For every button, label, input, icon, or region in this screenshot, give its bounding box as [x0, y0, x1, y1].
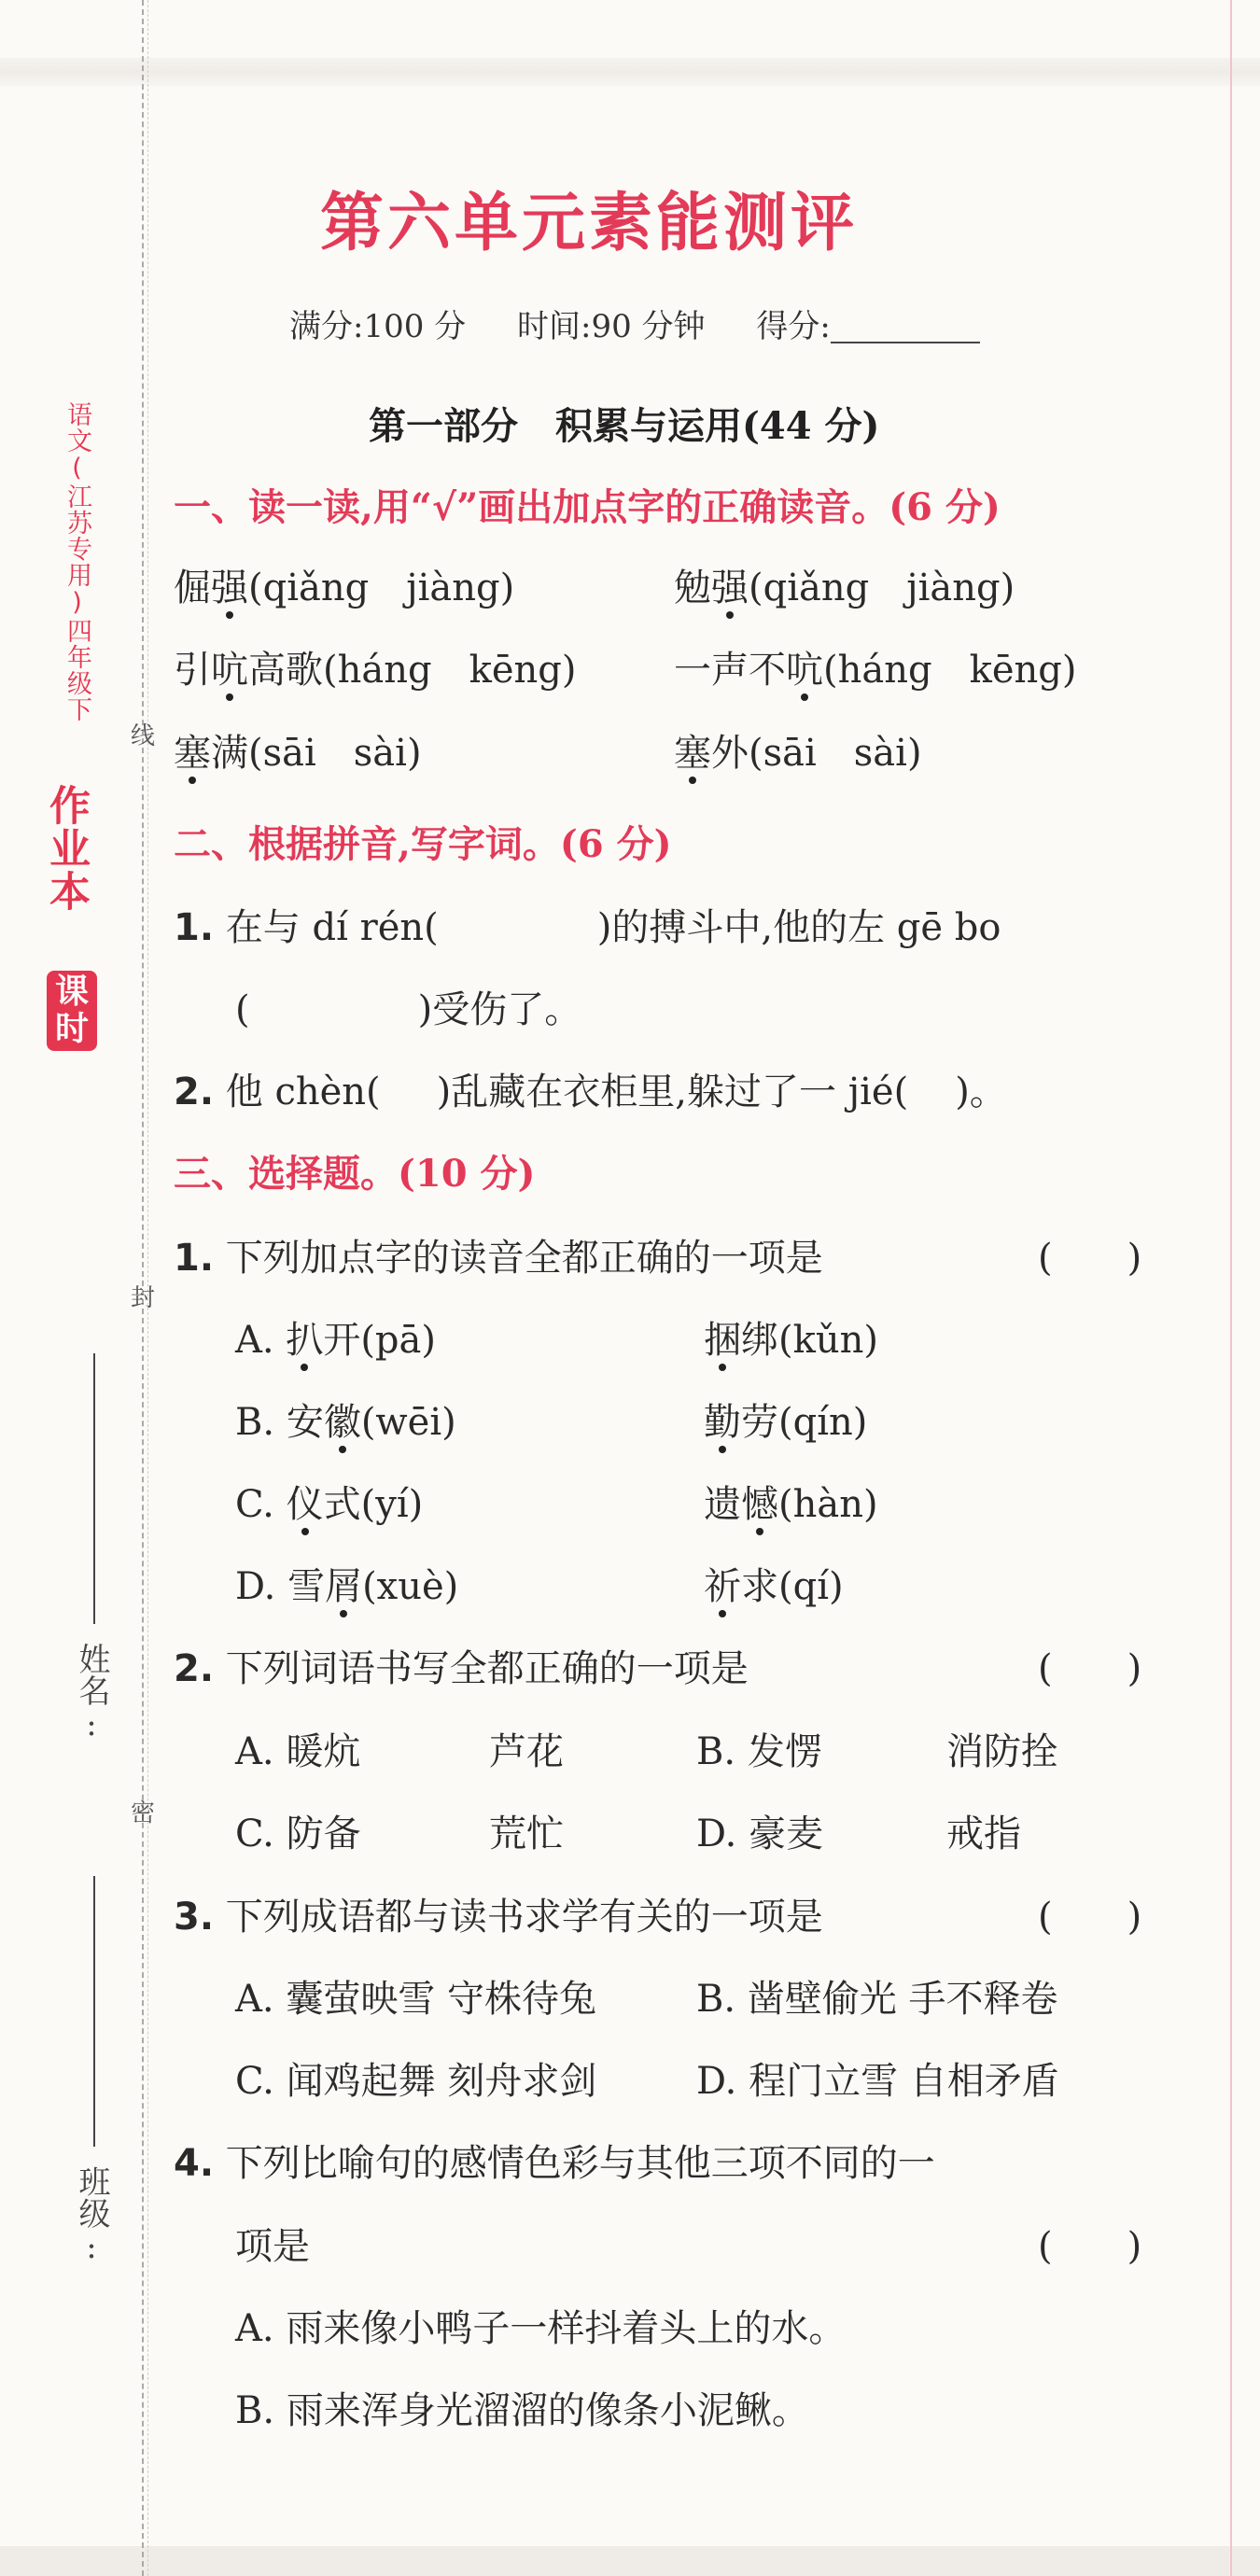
name-label: 姓名: [73, 1643, 110, 1743]
s3-q4-stem-line2: 项是 [235, 2225, 310, 2268]
brand-subtitle: 语文(江苏专用)四年级下 [63, 401, 91, 722]
right-border-line [1230, 0, 1232, 2576]
s3-q1-answer-paren[interactable]: ( ) [1038, 1237, 1142, 1280]
brand-name: 作业本 [42, 784, 90, 913]
s3-q2-option-a-word2: 芦花 [489, 1730, 564, 1773]
brand-badge: 课时 [47, 971, 97, 1051]
score-label: 得分: [756, 308, 831, 345]
time-limit: 时间:90 分钟 [516, 308, 706, 345]
score-line [289, 301, 1021, 346]
page-title: 第六单元素能测评 [319, 186, 858, 260]
score-blank[interactable] [831, 314, 980, 343]
s3-q2-option-d[interactable]: D. 豪麦 [696, 1813, 824, 1855]
cut-close-label: 密 [130, 1799, 155, 1827]
s3-q1-option-b2: 勤劳(qín) [704, 1401, 868, 1444]
s3-q1-option-c2: 遗憾(hàn) [704, 1483, 878, 1526]
s3-q2-option-d-word2: 戒指 [946, 1813, 1021, 1855]
s3-q2-option-b[interactable]: B. 发愣 [696, 1730, 822, 1773]
s3-q2-option-a[interactable]: A. 暖炕 [235, 1730, 361, 1773]
s3-q2-stem: 2. 下列词语书写全都正确的一项是 [174, 1647, 749, 1690]
s3-q3-option-a[interactable]: A. 囊萤映雪 守株待兔 [235, 1978, 597, 2021]
s1-item-2: 勉强(qiǎng jiàng) [674, 567, 1015, 609]
part-title: 第一部分 积累与运用(44 分) [369, 404, 880, 448]
s3-q2-option-c-word2: 荒忙 [489, 1813, 564, 1855]
s3-q2-option-b-word2: 消防拴 [946, 1730, 1058, 1773]
s3-q3-option-d[interactable]: D. 程门立雪 自相矛盾 [696, 2060, 1059, 2103]
s3-q4-stem-line1: 4. 下列比喻句的感情色彩与其他三项不同的一 [174, 2142, 935, 2185]
s1-item-6: 塞外(sāi sài) [674, 732, 922, 775]
s1-item-1: 倔强(qiǎng jiàng) [174, 567, 515, 609]
top-scan-shadow [0, 58, 1260, 86]
s3-q1-option-d2: 祈求(qí) [704, 1565, 844, 1608]
s3-q4-option-b[interactable]: B. 雨来浑身光溜溜的像条小泥鳅。 [235, 2389, 809, 2432]
s3-q2-option-c[interactable]: C. 防备 [235, 1813, 361, 1855]
cut-line-label: 线 [130, 722, 155, 750]
s3-q1-option-a2: 捆绑(kǔn) [704, 1319, 878, 1362]
section3-title: 三、选择题。(10 分) [174, 1152, 536, 1196]
s1-item-5: 塞满(sāi sài) [174, 732, 422, 775]
s2-q2: 2. 他 chèn( )乱藏在衣柜里,躲过了一 jié( )。 [174, 1071, 1007, 1113]
s1-item-4: 一声不吭(háng kēng) [674, 649, 1077, 692]
s3-q4-option-a[interactable]: A. 雨来像小鸭子一样抖着头上的水。 [235, 2307, 847, 2350]
name-field[interactable] [93, 1353, 95, 1624]
s3-q3-option-b[interactable]: B. 凿壁偷光 手不释卷 [696, 1978, 1058, 2021]
s2-q1-line2: ( )受伤了。 [235, 988, 582, 1031]
s3-q3-stem: 3. 下列成语都与读书求学有关的一项是 [174, 1896, 823, 1939]
s3-q2-answer-paren[interactable]: ( ) [1038, 1647, 1142, 1690]
class-field[interactable] [93, 1876, 95, 2147]
section1-title: 一、读一读,用“√”画出加点字的正确读音。(6 分) [174, 485, 1001, 529]
s3-q1-option-d[interactable]: D. 雪屑(xuè) [235, 1565, 459, 1608]
s3-q1-stem: 1. 下列加点字的读音全都正确的一项是 [174, 1237, 823, 1280]
class-label: 班级: [73, 2165, 110, 2266]
s1-item-3: 引吭高歌(háng kēng) [174, 649, 577, 692]
s3-q1-option-a[interactable]: A. 扒开(pā) [235, 1319, 436, 1362]
s2-q1-line1: 1. 在与 dí rén( )的搏斗中,他的左 gē bo [174, 906, 1001, 949]
s3-q3-option-c[interactable]: C. 闻鸡起舞 刻舟求剑 [235, 2060, 597, 2103]
s3-q3-answer-paren[interactable]: ( ) [1038, 1896, 1142, 1939]
bottom-scan-shadow [0, 2546, 1260, 2576]
s3-q4-answer-paren[interactable]: ( ) [1038, 2225, 1142, 2268]
section2-title: 二、根据拼音,写字词。(6 分) [174, 822, 672, 866]
full-score: 满分:100 分 [289, 308, 467, 345]
cut-seal-label: 封 [130, 1284, 155, 1312]
s3-q1-option-b[interactable]: B. 安徽(wēi) [235, 1401, 456, 1444]
s3-q1-option-c[interactable]: C. 仪式(yí) [235, 1483, 424, 1526]
